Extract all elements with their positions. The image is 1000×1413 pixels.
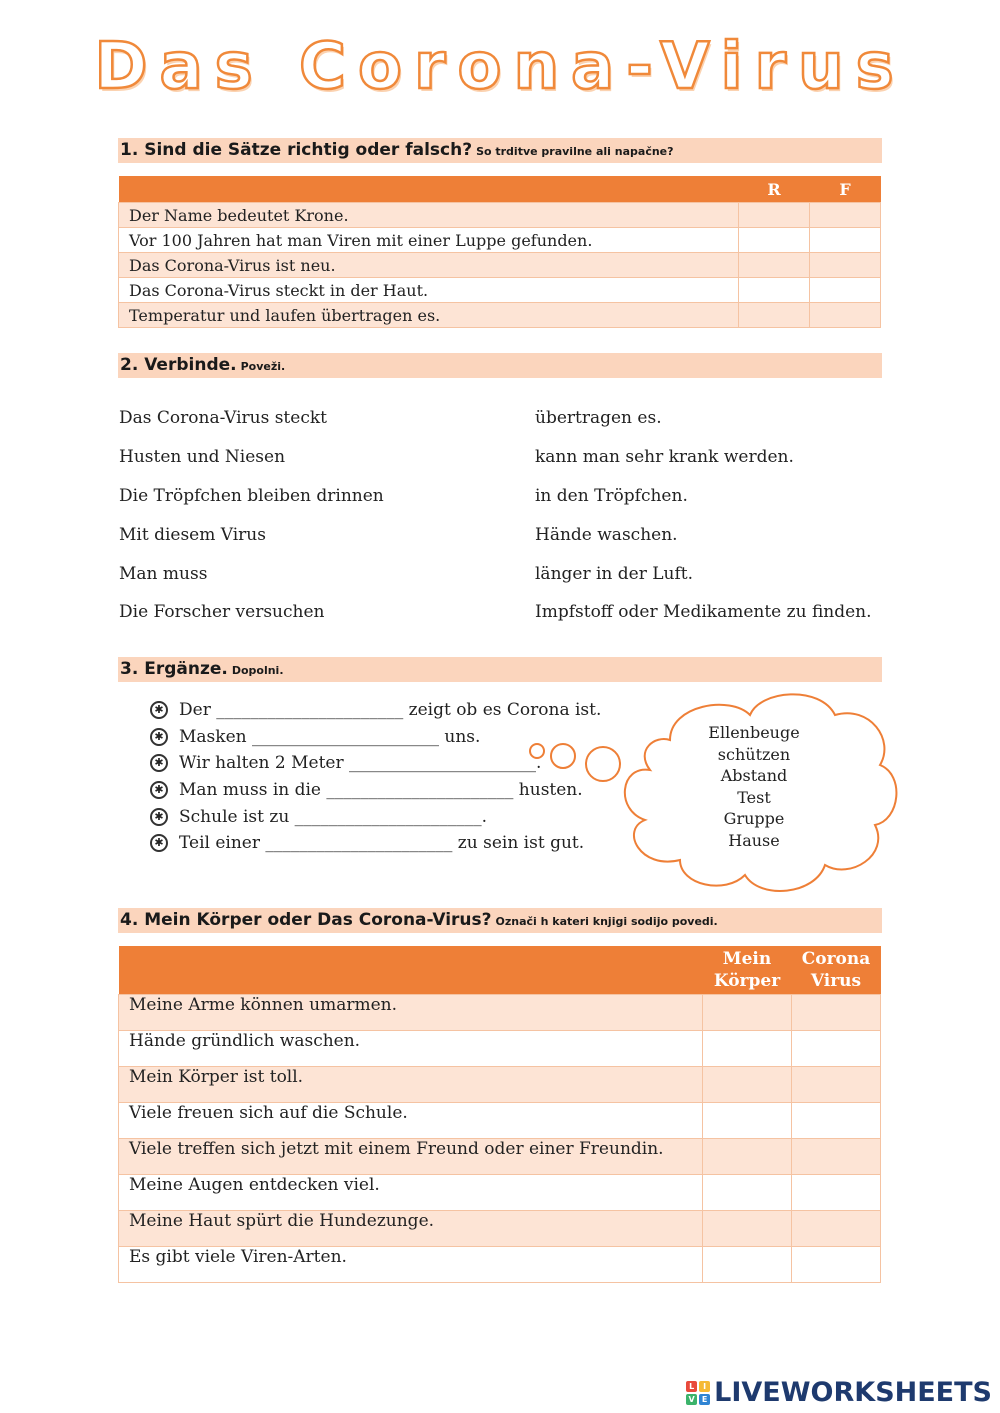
answer-cell-virus[interactable] (792, 1211, 881, 1247)
fill-in-sentence[interactable]: Schule ist zu ______________________. (179, 806, 488, 827)
table-row (119, 1211, 881, 1247)
table-header-blank (119, 176, 739, 203)
answer-cell-body[interactable] (703, 1139, 792, 1175)
table-header-blank (119, 946, 703, 995)
table-row (119, 1175, 881, 1211)
fill-in-sentence[interactable]: Teil einer ______________________ zu sein ist gut. (179, 833, 585, 854)
answer-cell-body[interactable] (703, 1103, 792, 1139)
thought-bubble-large (586, 747, 620, 781)
column-header-corona-virus (792, 946, 881, 995)
section-3-heading (118, 657, 882, 682)
statement: Mein Körper ist toll. (119, 1067, 703, 1103)
section-1-heading (118, 138, 882, 163)
section-4-subtitle: Označi h kateri knjigi sodijo povedi. (495, 915, 718, 928)
section-3-title: 3. Ergänze. (120, 659, 228, 679)
column-header-f: F (810, 176, 881, 203)
header-line: Corona (801, 949, 871, 969)
liveworksheets-logo[interactable] (686, 1377, 992, 1408)
word-bank-item[interactable]: Abstand (720, 766, 788, 786)
virus-bullet-icon: ✱ (150, 781, 168, 799)
match-right-item[interactable]: übertragen es. (535, 408, 662, 428)
match-right-item[interactable]: kann man sehr krank werden. (535, 447, 794, 467)
fill-in-sentence[interactable]: Wir halten 2 Meter ______________________. (179, 753, 542, 774)
table-row (119, 1247, 881, 1283)
word-bank-item[interactable]: Gruppe (723, 809, 785, 829)
match-left-item[interactable]: Husten und Niesen (119, 447, 286, 467)
logo-letter: I (699, 1381, 710, 1392)
match-right-item[interactable]: Impfstoff oder Medikamente zu finden. (535, 602, 872, 622)
match-left-item[interactable]: Die Forscher versuchen (119, 602, 325, 622)
fill-in-sentence[interactable]: Der ______________________ zeigt ob es Corona ist. (179, 700, 602, 721)
match-right-item[interactable]: Hände waschen. (535, 525, 678, 545)
statement: Meine Arme können umarmen. (119, 995, 703, 1031)
statement: Das Corona-Virus ist neu. (119, 253, 739, 278)
table-row (119, 1067, 881, 1103)
match-right-item[interactable]: länger in der Luft. (535, 564, 694, 584)
virus-bullet-icon: ✱ (150, 808, 168, 826)
word-bank-item[interactable]: Ellenbeuge (708, 723, 800, 742)
column-header-mein-koerper (703, 946, 792, 995)
word-bank-item[interactable]: Test (737, 787, 771, 807)
match-left-item[interactable]: Die Tröpfchen bleiben drinnen (119, 486, 384, 506)
section-3-subtitle: Dopolni. (231, 664, 284, 677)
table-row (119, 203, 881, 228)
header-line: Virus (810, 971, 862, 991)
table-row (119, 1031, 881, 1067)
answer-cell-body[interactable] (703, 1175, 792, 1211)
virus-bullet-icon: ✱ (150, 834, 168, 852)
table-row (119, 253, 881, 278)
statement: Vor 100 Jahren hat man Viren mit einer Luppe gefunden. (119, 228, 739, 253)
answer-cell-f[interactable] (810, 253, 881, 278)
header-line: Mein (722, 949, 772, 969)
match-left-item[interactable]: Mit diesem Virus (119, 525, 266, 545)
answer-cell-r[interactable] (739, 253, 810, 278)
statement: Meine Augen entdecken viel. (119, 1175, 703, 1211)
answer-cell-body[interactable] (703, 1067, 792, 1103)
virus-bullet-icon: ✱ (150, 701, 168, 719)
section-1-title: 1. Sind die Sätze richtig oder falsch? (120, 140, 473, 160)
answer-cell-body[interactable] (703, 1031, 792, 1067)
answer-cell-r[interactable] (739, 203, 810, 228)
table-row (119, 1139, 881, 1175)
virus-bullet-icon: ✱ (150, 728, 168, 746)
column-header-r: R (739, 176, 810, 203)
answer-cell-f[interactable] (810, 203, 881, 228)
statement: Es gibt viele Viren-Arten. (119, 1247, 703, 1283)
virus-bullet-icon: ✱ (150, 754, 168, 772)
logo-letter: L (686, 1381, 697, 1392)
thought-bubble-medium (551, 744, 575, 768)
table-row (119, 1103, 881, 1139)
answer-cell-virus[interactable] (792, 1031, 881, 1067)
thought-bubble-small (530, 744, 544, 758)
section-4-title: 4. Mein Körper oder Das Corona-Virus? (120, 910, 492, 930)
logo-mark-icon (686, 1381, 710, 1405)
answer-cell-r[interactable] (739, 228, 810, 253)
answer-cell-body[interactable] (703, 1211, 792, 1247)
statement: Der Name bedeutet Krone. (119, 203, 739, 228)
true-false-table (118, 176, 881, 328)
answer-cell-virus[interactable] (792, 1247, 881, 1283)
logo-text: LIVEWORKSHEETS (714, 1377, 992, 1408)
section-2-title: 2. Verbinde. (120, 355, 237, 375)
match-left-item[interactable]: Man muss (119, 564, 208, 584)
header-line: Körper (713, 971, 781, 991)
word-bank-item[interactable]: Hause (728, 830, 780, 850)
section-2-heading (118, 353, 882, 378)
answer-cell-virus[interactable] (792, 1175, 881, 1211)
answer-cell-f[interactable] (810, 278, 881, 303)
logo-letter: V (686, 1394, 697, 1405)
word-bank (690, 722, 818, 852)
page-title: Das Corona-Virus (94, 30, 906, 104)
statement: Viele treffen sich jetzt mit einem Freund oder einer Freundin. (119, 1139, 703, 1175)
match-left-item[interactable]: Das Corona-Virus steckt (119, 408, 327, 428)
fill-in-sentence[interactable]: Man muss in die ______________________ husten. (179, 780, 583, 801)
answer-cell-body[interactable] (703, 1247, 792, 1283)
table-row (119, 278, 881, 303)
answer-cell-r[interactable] (739, 278, 810, 303)
section-1-subtitle: So trditve pravilne ali napačne? (476, 145, 674, 158)
statement: Viele freuen sich auf die Schule. (119, 1103, 703, 1139)
table-row (119, 995, 881, 1031)
match-right-item[interactable]: in den Tröpfchen. (535, 486, 688, 506)
answer-cell-virus[interactable] (792, 1103, 881, 1139)
table-row (119, 303, 881, 328)
answer-cell-virus[interactable] (792, 1067, 881, 1103)
answer-cell-f[interactable] (810, 228, 881, 253)
answer-cell-virus[interactable] (792, 995, 881, 1031)
fill-in-sentence[interactable]: Masken ______________________ uns. (179, 726, 481, 747)
statement: Meine Haut spürt die Hundezunge. (119, 1211, 703, 1247)
answer-cell-virus[interactable] (792, 1139, 881, 1175)
logo-letter: E (699, 1394, 710, 1405)
statement: Das Corona-Virus steckt in der Haut. (119, 278, 739, 303)
table-row (119, 228, 881, 253)
section-4-heading (118, 908, 882, 933)
section-2-subtitle: Poveži. (240, 360, 286, 373)
answer-cell-body[interactable] (703, 995, 792, 1031)
answer-cell-f[interactable] (810, 303, 881, 328)
answer-cell-r[interactable] (739, 303, 810, 328)
body-or-virus-table (118, 946, 881, 1283)
statement: Temperatur und laufen übertragen es. (119, 303, 739, 328)
word-bank-item[interactable]: schützen (717, 744, 791, 764)
statement: Hände gründlich waschen. (119, 1031, 703, 1067)
